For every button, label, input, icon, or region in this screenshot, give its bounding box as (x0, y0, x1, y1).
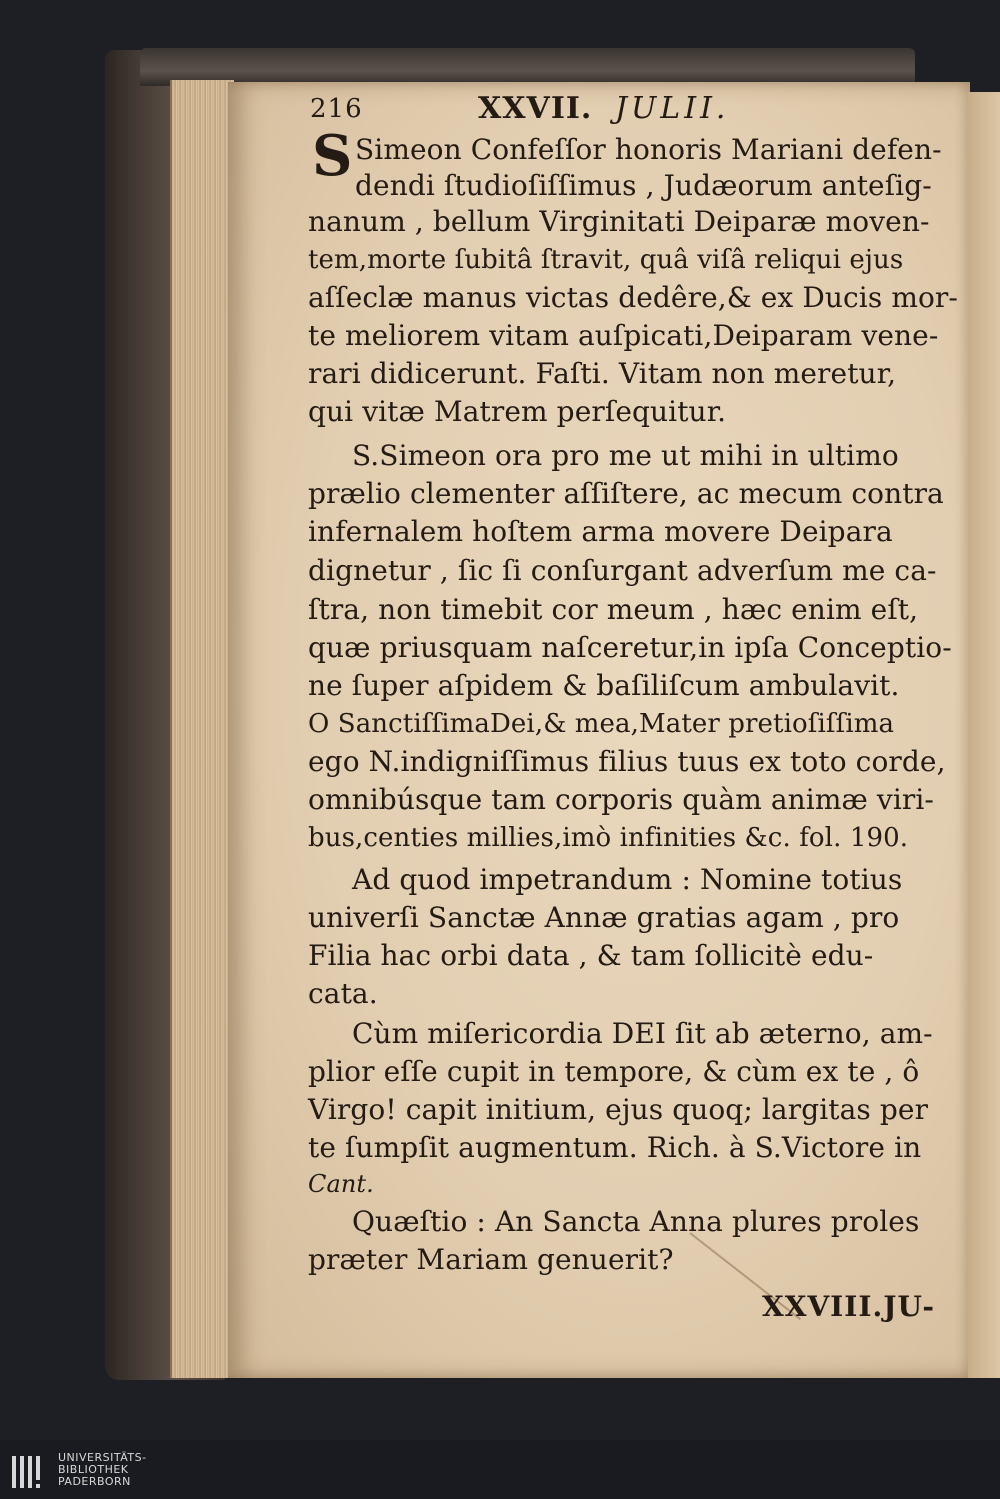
text-line: bus,centies millies,imò infinities &c. fol. 190. (308, 823, 909, 853)
text-line: omnibúsque tam corporis quàm animæ viri- (308, 783, 934, 816)
text-line: Cant. (308, 1170, 374, 1198)
text-line: quæ priusquam naſceretur,in ipſa Conceptio- (308, 631, 952, 664)
text-line: ſtra, non timebit cor meum , hæc enim eſt, (308, 593, 919, 626)
library-name-line1: UNIVERSITÄTS- (58, 1451, 147, 1464)
text-line: ego N.indigniſſimus filius tuus ex toto corde, (308, 745, 946, 778)
text-line: infernalem hoſtem arma movere Deipara (308, 515, 893, 548)
text-line: dendi ſtudioſiſſimus , Judæorum anteſig- (355, 169, 932, 202)
text-line: prælio clementer aſſiſtere, ac mecum contra (308, 477, 944, 510)
text-line: Simeon Confeſſor honoris Mariani defen- (355, 133, 942, 166)
text-line: O SanctiſſimaDei,& mea,Mater pretioſiſſima (308, 709, 895, 739)
text-line: aſſeclæ manus victas dedêre,& ex Ducis mor- (308, 281, 958, 314)
text-line: S.Simeon ora pro me ut mihi in ultimo (352, 439, 899, 472)
catchword: XXVIII.JU- (762, 1290, 936, 1323)
header-day: XXVII. (478, 91, 593, 126)
page-number: 216 (310, 94, 363, 124)
text-line: Quæſtio : An Sancta Anna plures proles (352, 1205, 920, 1238)
text-line: cata. (308, 977, 378, 1010)
text-line: te ſumpſit augmentum. Rich. à S.Victore in (308, 1131, 922, 1164)
text-line: ne ſuper aſpidem & baſiliſcum ambulavit. (308, 669, 900, 702)
text-line: Ad quod impetrandum : Nomine totius (352, 863, 903, 896)
header-month: JULII. (615, 91, 730, 126)
library-logo-icon (10, 1452, 52, 1492)
text-line: univerſi Sanctæ Annæ gratias agam , pro (308, 901, 900, 934)
text-line: tem,morte ſubitâ ſtravit, quâ viſâ reliqui ejus (308, 245, 904, 275)
text-line: Filia hac orbi data , & tam ſollicitè edu- (308, 939, 874, 972)
text-line: rari didicerunt. Faſti. Vitam non meretur, (308, 357, 897, 390)
text-line: qui vitæ Matrem perſequitur. (308, 395, 727, 428)
library-name-line2: BIBLIOTHEK (58, 1463, 129, 1476)
text-line: te meliorem vitam auſpicati,Deiparam vene- (308, 319, 939, 352)
drop-initial: S (312, 123, 353, 189)
text-line: dignetur , ſic ſi conſurgant adverſum me ca- (308, 554, 937, 587)
text-line: plior eſſe cupit in tempore, & cùm ex te , ô (308, 1055, 920, 1088)
library-footer (0, 1440, 1000, 1499)
text-line: præter Mariam genuerit? (308, 1243, 674, 1276)
library-name-line3: PADERBORN (58, 1475, 131, 1488)
text-line: nanum , bellum Virginitati Deiparæ moven- (308, 205, 930, 238)
text-line: Cùm miſericordia DEI ſit ab æterno, am- (352, 1017, 933, 1050)
text-line: Virgo! capit initium, ejus quoq; largitas per (308, 1093, 929, 1126)
